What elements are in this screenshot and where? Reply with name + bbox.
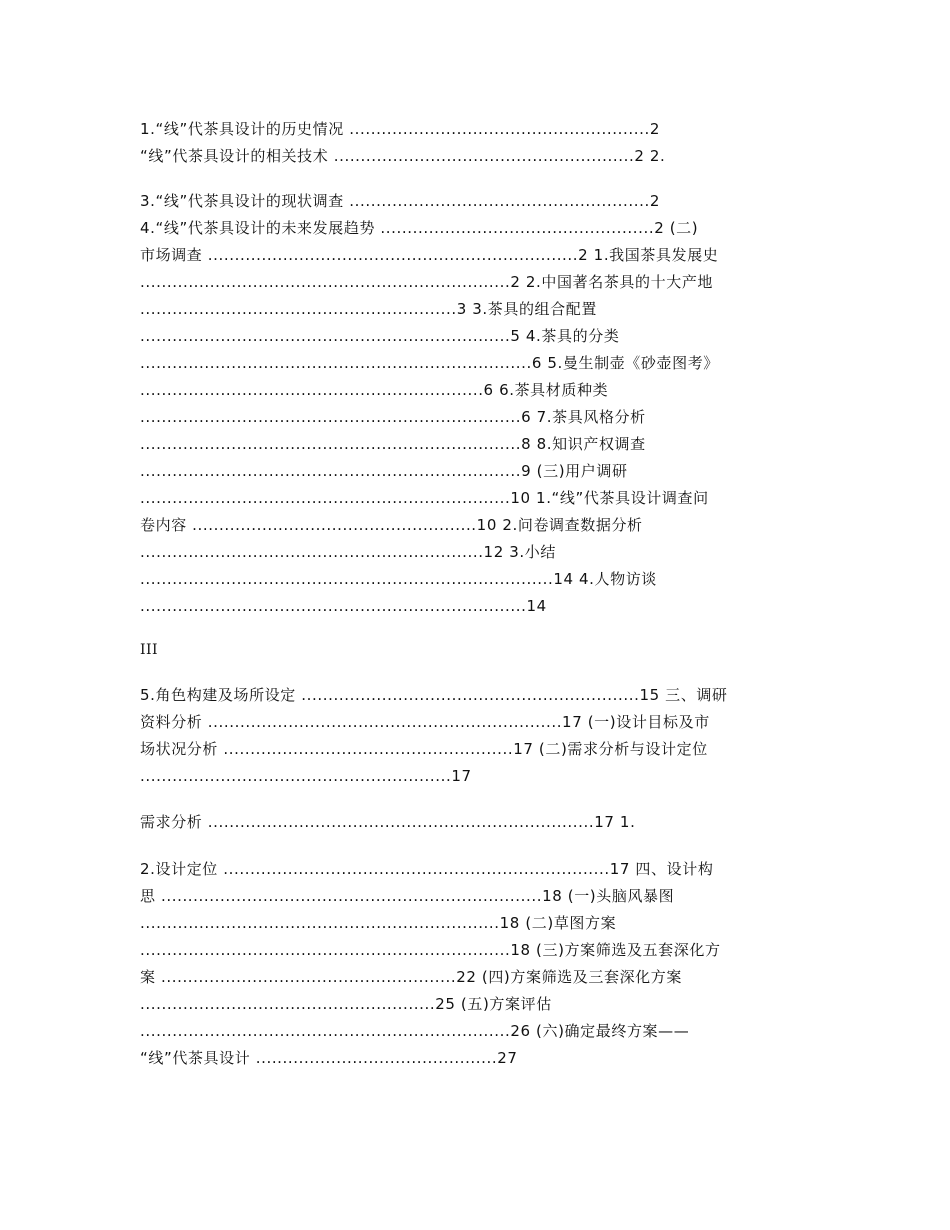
toc-group-1 [140,116,840,170]
toc-entry: 思 .......................................................................18 (一)头脑风暴图 [140,887,675,905]
toc-entry: .....................................................................10 1.“线”代茶具设计调查问 [140,489,709,507]
toc-group-4 [140,809,840,836]
toc-entry: 卷内容 .....................................................10 2.问卷调查数据分析 [140,516,643,534]
toc-entry: 2.设计定位 ........................................................................17 四、设计构 [140,860,714,878]
toc-entry: .........................................................................6 5.曼生制壶《砂壶图考》 [140,354,719,372]
toc-entry: 5.角色构建及场所设定 ...............................................................15 三、调研 [140,686,728,704]
toc-entry: 4.“线”代茶具设计的未来发展趋势 ...................................................2 (二) [140,219,699,237]
toc-entry: .....................................................................18 (三)方案筛选及五套深化方 [140,941,721,959]
toc-entry: .......................................................................9 (三)用户调研 [140,462,628,480]
toc-entry: .....................................................................2 2.中国著名茶具的十大产地 [140,273,714,291]
toc-group-3 [140,682,840,790]
toc-entry: ................................................................6 6.茶具材质种类 [140,381,609,399]
toc-entry: .......................................................25 (五)方案评估 [140,995,552,1013]
toc-entry: ...................................................................18 (二)草图方案 [140,914,617,932]
toc-entry: ................................................................12 3.小结 [140,543,556,561]
toc-entry: 市场调查 .....................................................................2 1.我国茶具发展史 [140,246,719,264]
toc-group-5 [140,856,840,1072]
toc-entry: .....................................................................26 (六)确定最终方案—— [140,1022,690,1040]
toc-entry: .....................................................................5 4.茶具的分类 [140,327,620,345]
toc-entry: “线”代茶具设计 .............................................27 [140,1049,518,1067]
toc-entry: 3.“线”代茶具设计的现状调查 ........................................................2 [140,192,660,210]
toc-entry: .............................................................................14 4.人物访谈 [140,570,657,588]
toc-entry: 案 .......................................................22 (四)方案筛选及三套深化方案 [140,968,682,986]
toc-entry: 需求分析 ........................................................................17 1. [140,813,636,831]
toc-entry: ........................................................................14 [140,597,547,615]
toc-entry: “线”代茶具设计的相关技术 ........................................................2 2. [140,147,666,165]
toc-entry: 资料分析 ..................................................................17 (一)设计目标及市 [140,713,710,731]
toc-entry: .......................................................................8 8.知识产权调查 [140,435,646,453]
toc-entry: 1.“线”代茶具设计的历史情况 ........................................................2 [140,120,660,138]
toc-entry: ..........................................................17 [140,767,472,785]
toc-entry: 场状况分析 ......................................................17 (二)需求分析与设计定位 [140,740,708,758]
page-number-marker: III [140,642,159,658]
toc-entry: .......................................................................6 7.茶具风格分析 [140,408,646,426]
toc-entry: ...........................................................3 3.茶具的组合配置 [140,300,597,318]
toc-group-2 [140,188,840,620]
